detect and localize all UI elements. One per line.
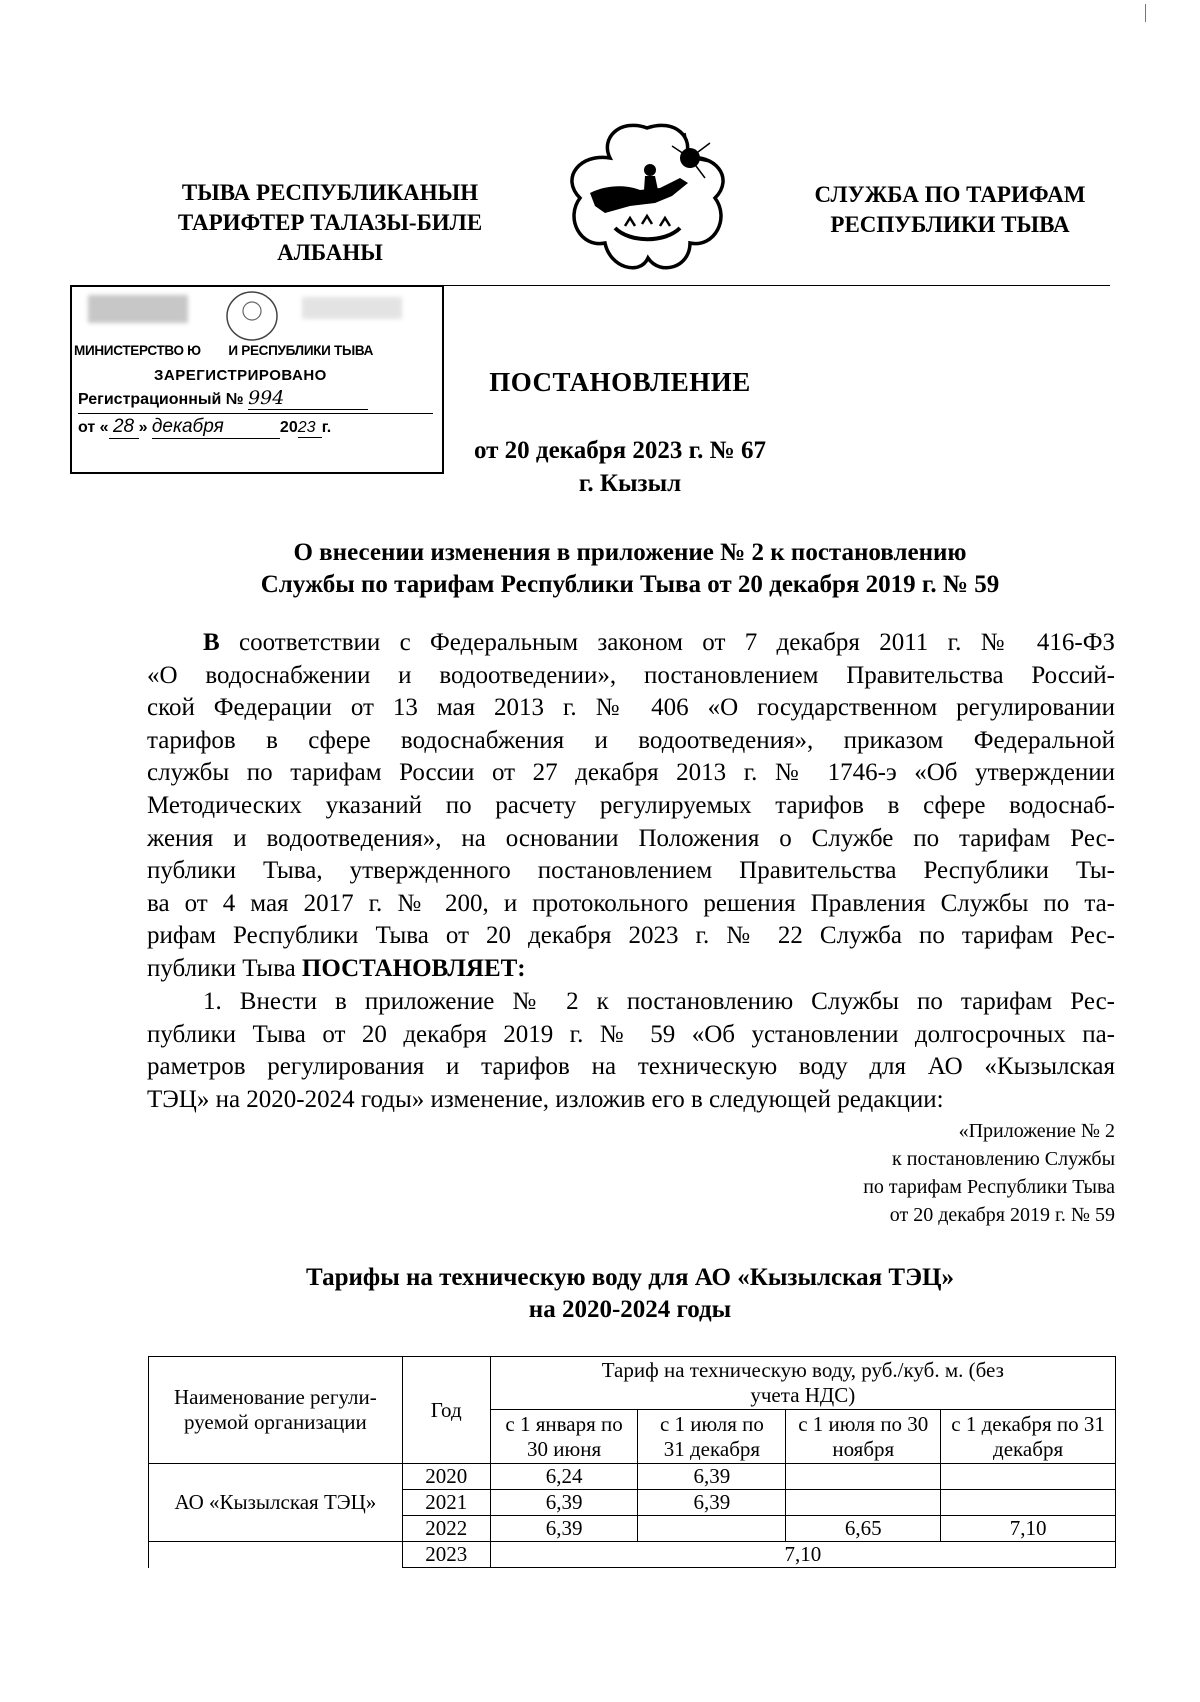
doc-type: ПОСТАНОВЛЕНИЕ [489, 367, 751, 397]
doc-place: г. Кызыл [578, 470, 682, 497]
header-period: с 1 июля по 30 ноября [786, 1410, 941, 1464]
body1-line: тарифов в сфере водоснабжения и водоотведения», приказом Федеральной [147, 726, 1115, 754]
org-name: АО «Кызылская ТЭЦ» [149, 1464, 403, 1542]
stamp-date-mid: » [138, 419, 148, 436]
cell-value: 6,24 [490, 1464, 638, 1490]
emblem-icon [560, 118, 735, 278]
stamp-ministry: МИНИСТЕРСТВО Ю И РЕСПУБЛИКИ ТЫВА [74, 343, 374, 358]
body2-num: 1. [203, 988, 222, 1015]
appendix-line: от 20 декабря 2019 г. № 59 [889, 1204, 1115, 1226]
stamp-reg-row [78, 387, 428, 410]
header-divider [440, 285, 1110, 286]
table-row [149, 1464, 1116, 1490]
cell-year: 2020 [402, 1464, 490, 1490]
stamp-seal-icon [222, 289, 282, 348]
body1-last-bold: ПОСТАНОВЛЯЕТ: [301, 954, 526, 982]
table-title-line: Тарифы на техническую воду для АО «Кызылская ТЭЦ» [306, 1264, 954, 1291]
body1-first-bold: В [203, 629, 220, 656]
doc-title [140, 537, 1120, 601]
cell-empty [149, 1542, 403, 1568]
header-year: Год [402, 1357, 490, 1464]
cell-value: 6,39 [638, 1490, 786, 1516]
appendix-line: к постановлению Службы [892, 1148, 1115, 1170]
header-org: Наименование регули-руемой организации [149, 1357, 403, 1464]
cell-value [786, 1464, 941, 1490]
appendix-line: по тарифам Республики Тыва [863, 1176, 1115, 1198]
doc-title-line: О внесении изменения в приложение № 2 к постановлению [293, 539, 967, 566]
cell-year: 2021 [402, 1490, 490, 1516]
body1-last: публики Тыва [147, 954, 296, 982]
body1-line: рифам Республики Тыва от 20 декабря 2023 г. № 22 Служба по тарифам Рес- [147, 922, 1115, 950]
cell-value: 7,10 [941, 1516, 1116, 1542]
body1-line: публики Тыва, утвержденного постановлением Правительства Республики Ты- [147, 857, 1115, 885]
header-period: с 1 января по 30 июня [490, 1410, 638, 1464]
stamp-month: декабря [152, 416, 280, 439]
body-paragraph-1 [147, 627, 1115, 986]
header-right [790, 180, 1110, 240]
header-period: с 1 июля по 31 декабря [638, 1410, 786, 1464]
body1-line: ской Федерации от 13 мая 2013 г. № 406 «О государственном регулировании [147, 694, 1115, 722]
appendix-line: «Приложение № 2 [958, 1120, 1115, 1142]
stamp-reg-number: 994 [248, 387, 368, 410]
header-left [150, 178, 510, 268]
header-right-line: РЕСПУБЛИКИ ТЫВА [830, 212, 1070, 237]
cell-value [941, 1490, 1116, 1516]
header-period: с 1 декабря по 31 декабря [941, 1410, 1116, 1464]
body1-line: «О водоснабжении и водоотведении», постановлением Правительства Россий- [147, 661, 1115, 689]
body1-line: Методических указаний по расчету регулируемых тарифов в сфере водоснаб- [147, 791, 1115, 819]
table-row [149, 1542, 1116, 1568]
header-left-line: АЛБАНЫ [277, 240, 383, 265]
body1-first: соответствии с Федеральным законом от 7 декабря 2011 г. № 416-ФЗ [239, 629, 1115, 656]
body2-last: ТЭЦ» на 2020-2024 годы» изменение, изложив его в следующей редакции: [147, 1085, 944, 1113]
cell-value [941, 1464, 1116, 1490]
body2-line: публики Тыва от 20 декабря 2019 г. № 59 «Об установлении долгосрочных па- [147, 1020, 1115, 1048]
header-left-line: ТЫВА РЕСПУБЛИКАНЫН [181, 180, 479, 205]
stamp-date-prefix: от « [78, 419, 109, 436]
body1-line: жения и водоотведения», на основании Положения о Службе по тарифам Рес- [147, 824, 1115, 852]
table-title [140, 1262, 1120, 1326]
cell-year: 2022 [402, 1516, 490, 1542]
appendix-block [755, 1117, 1115, 1229]
body2-first: Внести в приложение № 2 к постановлению Службы по тарифам Рес- [239, 988, 1115, 1015]
doc-date: от 20 декабря 2023 г. № 67 [473, 437, 767, 464]
stamp-blur [302, 297, 402, 319]
header-left-line: ТАРИФТЕР ТАЛАЗЫ-БИЛЕ [177, 210, 483, 235]
table-title-line: на 2020-2024 годы [528, 1296, 732, 1323]
stamp-g: г. [321, 419, 332, 436]
scan-mark [1145, 4, 1146, 22]
cell-value [786, 1490, 941, 1516]
stamp-reg-label: Регистрационный № [78, 391, 244, 408]
stamp-year-prefix: 20 [279, 419, 298, 436]
cell-value: 6,39 [490, 1490, 638, 1516]
stamp-blur [88, 295, 188, 323]
header-right-line: СЛУЖБА ПО ТАРИФАМ [814, 182, 1086, 207]
tariff-table [148, 1356, 1116, 1568]
header-tariff: Тариф на техническую воду, руб./куб. м. (без учета НДС) [490, 1357, 1115, 1410]
cell-value: 6,65 [786, 1516, 941, 1542]
registration-stamp [70, 285, 444, 474]
stamp-registered: ЗАРЕГИСТРИРОВАНО [154, 367, 327, 384]
body-paragraph-2 [147, 986, 1115, 1116]
cell-value: 6,39 [490, 1516, 638, 1542]
cell-value [638, 1516, 786, 1542]
stamp-day: 28 [109, 416, 139, 439]
cell-year: 2023 [402, 1542, 490, 1568]
body1-line: ва от 4 мая 2017 г. № 200, и протокольного решения Правления Службы по та- [147, 889, 1115, 917]
body1-line: службы по тарифам России от 27 декабря 2013 г. № 1746-э «Об утверждении [147, 759, 1115, 787]
cell-value: 7,10 [490, 1542, 1115, 1568]
stamp-year-suffix: 23 [298, 419, 322, 438]
stamp-date-row [78, 413, 433, 439]
doc-title-line: Службы по тарифам Республики Тыва от 20 декабря 2019 г. № 59 [260, 571, 1000, 598]
body2-line: раметров регулирования и тарифов на техническую воду для АО «Кызылская [147, 1053, 1115, 1081]
cell-value: 6,39 [638, 1464, 786, 1490]
